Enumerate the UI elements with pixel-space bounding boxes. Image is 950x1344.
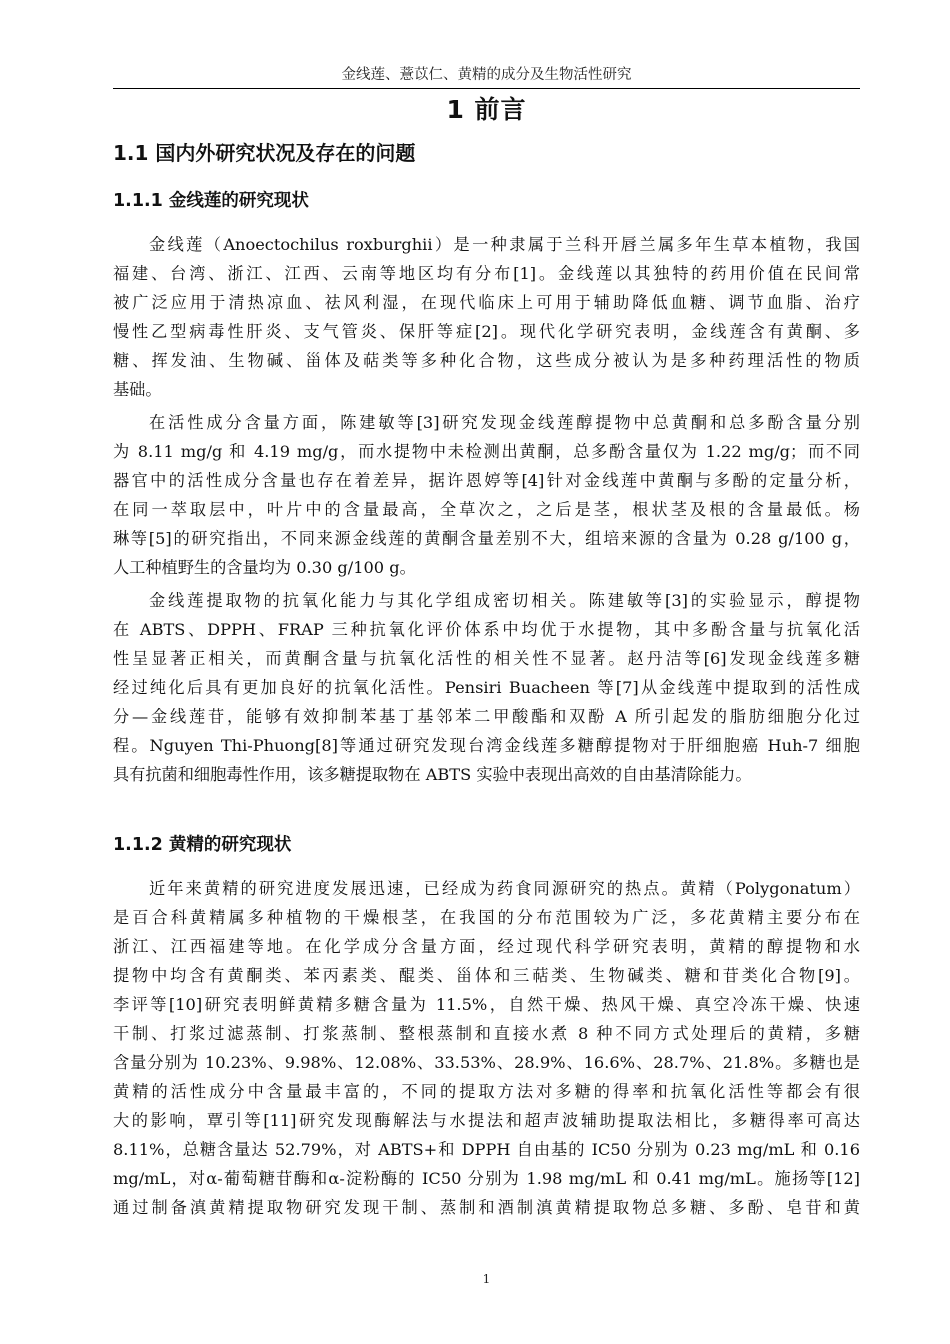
paragraph — [113, 586, 860, 789]
text-line: 性呈显著正相关，而黄酮含量与抗氧化活性的相关性不显著。赵丹洁等[6]发现金线莲多糖 — [113, 649, 860, 668]
text-line: 是百合科黄精属多种植物的干燥根茎，在我国的分布范围较为广泛，多花黄精主要分布在 — [113, 908, 860, 927]
body-text-huangjing — [113, 874, 860, 1222]
paragraph — [113, 408, 860, 582]
text-line: 基础。 — [113, 380, 162, 399]
text-line: 程。Nguyen Thi-Phuong[8]等通过研究发现台湾金线莲多糖醇提物对于肝细胞癌 Huh-7 细胞 — [113, 736, 860, 755]
text-line: 浙江、江西福建等地。在化学成分含量方面，经过现代科学研究表明，黄精的醇提物和水 — [113, 937, 860, 956]
paragraph — [113, 874, 860, 1222]
text-line: 通过制备滇黄精提取物研究发现干制、蒸制和酒制滇黄精提取物总多糖、多酚、皂苷和黄 — [113, 1198, 860, 1217]
text-line: 在活性成分含量方面，陈建敏等[3]研究发现金线莲醇提物中总黄酮和总多酚含量分别 — [149, 413, 860, 432]
text-line: 福建、台湾、浙江、江西、云南等地区均有分布[1]。金线莲以其独特的药用价值在民间常 — [113, 264, 860, 283]
text-line: 金线莲提取物的抗氧化能力与其化学组成密切相关。陈建敏等[3]的实验显示，醇提物 — [149, 591, 860, 610]
text-line: 糖、挥发油、生物碱、甾体及萜类等多种化合物，这些成分被认为是多种药理活性的物质 — [113, 351, 860, 370]
text-line: 李评等[10]研究表明鲜黄精多糖含量为 11.5%，自然干燥、热风干燥、真空冷冻干燥、快速 — [113, 995, 860, 1014]
text-line: 8.11%，总糖含量达 52.79%，对 ABTS+和 DPPH 自由基的 IC50 分别为 0.23 mg/mL 和 0.16 — [113, 1140, 860, 1159]
page-number: 1 — [482, 1272, 491, 1286]
text-line: 黄精的活性成分中含量最丰富的，不同的提取方法对多糖的得率和抗氧化活性等都会有很 — [113, 1082, 860, 1101]
text-line: 在 ABTS、DPPH、FRAP 三种抗氧化评价体系中均优于水提物，其中多酚含量与抗氧化活 — [113, 620, 860, 639]
text-line: 含量分别为 10.23%、9.98%、12.08%、33.53%、28.9%、16.6%、28.7%、21.8%。多糖也是 — [113, 1053, 860, 1072]
text-line: 近年来黄精的研究进度发展迅速，已经成为药食同源研究的热点。黄精（Polygonatum） — [149, 879, 860, 898]
subsection-heading-huangjing: 1.1.2 黄精的研究现状 — [113, 835, 292, 855]
text-line: 分—金线莲苷，能够有效抑制苯基丁基邻苯二甲酸酯和双酚 A 所引起发的脂肪细胞分化过 — [113, 707, 860, 726]
text-line: 慢性乙型病毒性肝炎、支气管炎、保肝等症[2]。现代化学研究表明，金线莲含有黄酮、多 — [113, 322, 860, 341]
text-line: 器官中的活性成分含量也存在着差异，据许恩婷等[4]针对金线莲中黄酮与多酚的定量分析， — [113, 471, 860, 490]
paragraph — [113, 230, 860, 404]
text-line: 提物中均含有黄酮类、苯丙素类、醌类、甾体和三萜类、生物碱类、糖和苷类化合物[9]。 — [113, 966, 860, 985]
text-line: 干制、打浆过滤蒸制、打浆蒸制、整根蒸制和直接水煮 8 种不同方式处理后的黄精，多糖 — [113, 1024, 860, 1043]
section-heading: 1.1 国内外研究状况及存在的问题 — [113, 141, 416, 165]
running-header: 金线莲、薏苡仁、黄精的成分及生物活性研究 — [341, 67, 632, 83]
text-line: 经过纯化后具有更加良好的抗氧化活性。Pensiri Buacheen 等[7]从金线莲中提取到的活性成 — [113, 678, 860, 697]
text-line: mg/mL，对α-葡萄糖苷酶和α-淀粉酶的 IC50 分别为 1.98 mg/mL 和 0.41 mg/mL。施扬等[12] — [113, 1169, 860, 1188]
text-line: 人工种植野生的含量均为 0.30 g/100 g。 — [113, 558, 416, 577]
text-line: 具有抗菌和细胞毒性作用，该多糖提取物在 ABTS 实验中表现出高效的自由基清除能力。 — [113, 765, 752, 784]
chapter-title: 1 前言 — [446, 95, 527, 124]
header-rule — [113, 88, 860, 89]
text-line: 在同一萃取层中，叶片中的含量最高，全草次之，之后是茎，根状茎及根的含量最低。杨 — [113, 500, 860, 519]
text-line: 大的影响，覃引等[11]研究发现酶解法与水提法和超声波辅助提取法相比，多糖得率可高达 — [113, 1111, 860, 1130]
text-line: 被广泛应用于清热凉血、祛风利湿，在现代临床上可用于辅助降低血糖、调节血脂、治疗 — [113, 293, 860, 312]
text-line: 金线莲（Anoectochilus roxburghii）是一种隶属于兰科开唇兰属多年生草本植物，我国 — [149, 235, 860, 254]
text-line: 琳等[5]的研究指出，不同来源金线莲的黄酮含量差别不大，组培来源的含量为 0.28 g/100 g， — [113, 529, 860, 548]
subsection-heading-jinxianlian: 1.1.1 金线莲的研究现状 — [113, 191, 309, 211]
text-line: 为 8.11 mg/g 和 4.19 mg/g，而水提物中未检测出黄酮，总多酚含量仅为 1.22 mg/g；而不同 — [113, 442, 860, 461]
body-text-jinxianlian — [113, 230, 860, 789]
